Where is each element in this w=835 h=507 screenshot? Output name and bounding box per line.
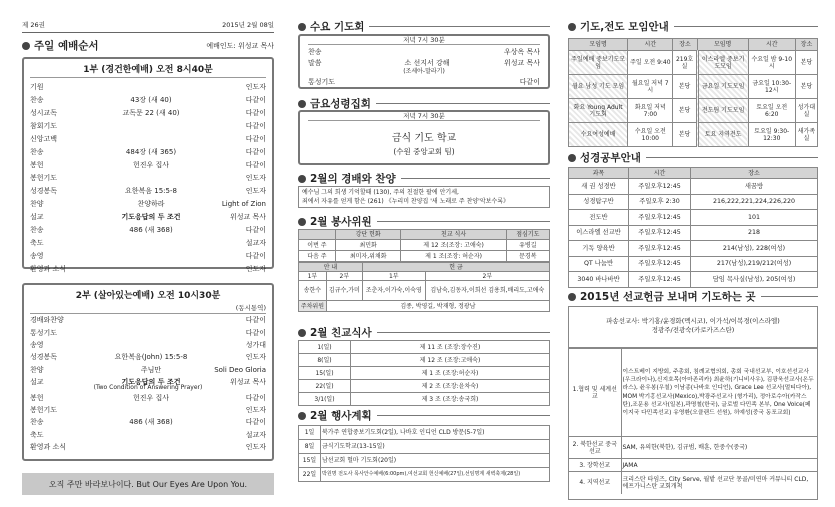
second-service-title: 2부 (살아있는예배) 오전 10시30분 xyxy=(75,291,221,301)
order-row: 봉헌기도 인도자 xyxy=(30,405,266,414)
wed-heading: 수요 기도회 xyxy=(298,19,550,34)
wed-time: 저녁 7시 30분 xyxy=(308,37,540,45)
order-row: 축도 설교자 xyxy=(30,238,266,247)
order-row: 찬송 486 (새 368) 다같이 xyxy=(30,225,266,234)
order-row: 참회기도 다같이 xyxy=(30,121,266,130)
bullet-icon xyxy=(568,293,576,301)
bullet-icon xyxy=(22,42,30,50)
order-row: 찬양 찬양하라 Light of Zion xyxy=(30,199,266,208)
order-row: 기원 인도자 xyxy=(30,82,266,91)
order-row: 봉헌기도 인도자 xyxy=(30,173,266,182)
order-row: 성경봉독 요한복음(John) 15:5-8 인도자 xyxy=(30,353,266,362)
issue-date: 2015년 2월 08일 xyxy=(222,21,274,29)
table-row: 월요 남성 기도 모임 월요일 저녁 7시 본당 금요일 기도모임 금요일 10:30-12시 본당 xyxy=(569,75,818,99)
second-service-order xyxy=(30,314,266,453)
order-row: 찬양 주님만 Soli Deo Gloria xyxy=(30,365,266,374)
order-row: 경배와찬양 다같이 xyxy=(30,316,266,325)
motto-banner: 오직 주만 바라보나이다. But Our Eyes Are Upon You. xyxy=(22,473,274,495)
bullet-icon xyxy=(568,23,576,31)
mission-table xyxy=(569,348,817,494)
table-row: 전도반 주일오후12:45 101 xyxy=(569,210,818,226)
fri-sub: (수원 중앙교회 팀) xyxy=(393,147,455,156)
service-table: 강단 헌화 친교 식사 점심기도 이번 주 최민화 제 12 조(조장: 고애숙) 유병길 다음 주 최미자,위채화 제 1 조(조장: 허순자) 문경복 xyxy=(298,229,550,262)
table-row: 8일 금식기도학교(13-15일) xyxy=(299,440,550,454)
table-row: 성경탐구반 주일오후 2:30 216,222,221,224,226,220 xyxy=(569,194,818,210)
table-row: 송한수 김규수,가미 조춘자,이가숙,이숙영 김남숙,김동자,이희선 김용희,배리도,고애숙 xyxy=(299,281,550,301)
bible-heading: 성경공부안내 xyxy=(568,150,818,165)
wed-sub: (조세아-말라기) xyxy=(403,68,445,76)
issue-line xyxy=(22,20,274,33)
table-row: 22(일) 제 2 조 (조장:윤차숙) xyxy=(299,380,550,393)
table-row: 3040 바나바반 주일오후12:45 담임 목사실(남성), 205(여성) xyxy=(569,272,818,288)
order-row: 환영과 소식 인도자 xyxy=(30,264,266,273)
bullet-icon xyxy=(298,412,306,420)
worship-heading: 주일 예배순서 예배인도: 위성교 목사 xyxy=(22,38,274,53)
interpretation-note: (동시통역) xyxy=(30,303,266,314)
table-row: 3/1(일) 제 3 조 (조장:송국희) xyxy=(299,393,550,406)
order-row: 봉헌 헌진우 집사 다같이 xyxy=(30,160,266,169)
first-service-title: 1부 (경건한예배) 오전 8시40분 xyxy=(30,62,266,78)
table-row: 이번 주 최민화 제 12 조(조장: 고애숙) 유병길 xyxy=(299,240,550,251)
praise-line-2: 죄에서 자유를 얻게 함은 (261) 《누리미 찬양집 '새 노래로 주 찬양'악보수록》 xyxy=(302,198,509,205)
bullet-icon xyxy=(298,100,306,108)
order-row: 설교 기도응답의 두 조건 위성교 목사 xyxy=(30,212,266,221)
issue-number: 제 26권 xyxy=(22,21,45,29)
table-row: 22일 박원명 전도사 목사안수예배(6:00pm),여선교회 헌신예배(27일),선임명계 새벽축제(28일) xyxy=(299,468,550,482)
events-heading: 2월 행사계획 xyxy=(298,408,550,423)
praise-heading: 2월의 경배와 찬양 xyxy=(298,171,550,186)
order-row: 성시교독 교독문 22 (새 40) 다같이 xyxy=(30,108,266,117)
fri-title: 금식 기도 학교 xyxy=(391,133,457,144)
bible-table: 과목 시간 장소 새 권 성경반 주일오후12:45 새꿈방 성경탐구반 주일오후 2:30 216,222,221,224,226,220 전도반 주일오후12:45 101 이스라엘 선교반 주일오후12:45 218 기독 양육반 주일오후12:45 214(남성), 228(여성) QT 나눔반 주일오후12:45 217(남성),219/212(여성) 3040 바나바반 주일오후12:45 담임 목사실(남성), 205(여성) xyxy=(568,167,818,288)
bullet-icon xyxy=(298,218,306,226)
table-row: 주차위원 김종, 박영길, 박재형, 정광남 xyxy=(299,301,550,312)
second-service-box xyxy=(22,283,274,461)
wed-row: 말씀 소 선지서 강해 위성교 목사 xyxy=(308,59,540,68)
table-row: 기독 양육반 주일오후12:45 214(남성), 228(여성) xyxy=(569,241,818,257)
order-row: 송영 성가대 xyxy=(30,340,266,349)
table-row: 새 권 성경반 주일오후12:45 새꿈방 xyxy=(569,179,818,195)
order-row: 축도 설교자 xyxy=(30,430,266,439)
fellowship-heading: 2월 친교식사 xyxy=(298,325,550,340)
table-row: 4. 지역선교 크리스탄 타임즈, City Serve, 월밭 선교단 몽골/미연마 커뮤니티 CLD, 에프가니스탄 교회개척 xyxy=(569,472,817,494)
bullet-icon xyxy=(298,23,306,31)
table-row: 화요 Young Adult 기도회 화요일 저녁7:00 본당 전도팀 기도모임 토요일 오전 6:20 성가대실 xyxy=(569,99,818,123)
order-row: 찬송 43장 (새 40) 다같이 xyxy=(30,95,266,104)
fri-time: 저녁 7시 30분 xyxy=(308,113,540,121)
mission-intro: 파송선교사: 박기홍/윤경화(멕시코), 이가석/이복경(이스라엘) 정광주/전광숙(카로카즈스탄) xyxy=(569,307,817,348)
order-row: 환영과 소식 인도자 xyxy=(30,443,266,452)
table-row: 15(일) 제 1 조 (조장:허순자) xyxy=(299,367,550,380)
mission-box xyxy=(568,306,818,500)
table-row: 8(일) 제 12 조 (조장:고애숙) xyxy=(299,354,550,367)
order-row: 찬송 486 (새 368) 다같이 xyxy=(30,418,266,427)
column-middle xyxy=(298,0,550,507)
wed-row: 통성기도 다같이 xyxy=(308,77,540,86)
table-row: 3. 장학선교 JAMA xyxy=(569,459,817,472)
mission-heading: 2015년 선교헌금 보내며 기도하는 곳 xyxy=(568,289,818,304)
table-row: 이스라엘 선교반 주일오후12:45 218 xyxy=(569,225,818,241)
bullet-icon xyxy=(298,175,306,183)
sermon-english-title: (Two Condition of Answering Prayer) xyxy=(93,384,203,392)
praise-line-1: 예수님 그의 희생 기억할때 (130), 주의 친절한 팔에 안기세, xyxy=(302,189,459,196)
fri-box xyxy=(298,110,550,165)
table-row: 1.협력 및 세계선교 이스트베이 지방회, 주총회, 침례교협의회, 총회 국내선교부, 이호선선교사(우크라이나),신지호목(아마존리카) 최윤하(기니비사우), 김광욱선교사(온두라스), 윤우봉(우칠) 이남종(나바호 인디언), Grace Lee 선교사(멀티다아), MOM 박기홍선교사(Mexico),박광주선교사 (형가리), 정아로수아(카작스탄),조문용 선교사(일본),곽명철(한국), 글로벌 다민족 본부, One Voice(페이지국 다민족선교) 유영환(오클랜드 선원), 허예성(중국 동포교회) xyxy=(569,349,817,437)
table-row: 다음 주 최미자,위채화 제 1 조(조장: 허순자) 문경복 xyxy=(299,251,550,262)
prayer-meet-heading: 기도,전도 모임안내 xyxy=(568,19,818,34)
wed-box xyxy=(298,34,550,89)
column-left xyxy=(22,0,274,507)
praise-box xyxy=(298,186,550,208)
service-heading: 2월 봉사위원 xyxy=(298,214,550,229)
first-service-order xyxy=(30,80,266,275)
bullet-icon xyxy=(298,329,306,337)
fri-heading: 금요성령집회 xyxy=(298,96,550,111)
table-row: 1일 북가주 연합중보기도회(2일), 나바호 인디언 CLD 방문(5-7일) xyxy=(299,426,550,440)
order-row: 설교 기도응답의 두 조건 위성교 목사 xyxy=(30,378,266,387)
events-table xyxy=(298,425,550,482)
table-row: 1(일) 제 11 조 (조장:장수진) xyxy=(299,341,550,354)
order-row: 신앙고백 다같이 xyxy=(30,134,266,143)
table-row: 수요여성예배 수요일 오전 10:00 본당 토요 지역전도 토요일 9:30-12:30 새가족실 xyxy=(569,123,818,147)
column-right xyxy=(568,0,818,507)
fellowship-table xyxy=(298,340,550,406)
order-row: 송영 다같이 xyxy=(30,251,266,260)
table-row: QT 나눔반 주일오후12:45 217(남성),219/212(여성) xyxy=(569,256,818,272)
wed-row: 찬송 우상옥 목사 xyxy=(308,47,540,56)
usher-table: 안 내 헌 금 1부 2부 1부 2부 송한수 김규수,가미 조춘자,이가숙,이숙영 김남숙,김동자,이희선 김용희,배리도,고애숙 주차위원 김종, 박영길, 박재형, 정광남 xyxy=(298,262,550,312)
preacher-label: 예배인도: 위성교 목사 xyxy=(206,41,274,50)
prayer-meet-table: 모임명 시간 장소 모임명 시간 장소 주일예배 중보기도모임 주일 오전 9:40 219호실 이스라엘 중보기도모임 수요일 밤 9-10시 본당 월요 남성 기도 모임 월요일 저녁 7시 본당 금요일 기도모임 금요일 10:30-12시 본당 화요 Young Adult 기도회 화요일 저녁7:00 본당 전도팀 기도모임 토요일 오전 6:20 성가대실 수요여성예배 수요일 오전 10:00 본당 토요 지역전도 토요일 9:30-12:30 새가족실 xyxy=(568,38,818,147)
bullet-icon xyxy=(568,154,576,162)
first-service-box xyxy=(22,57,274,273)
table-row: 2. 북한선교 중국선교 SAM, 유의한(북한), 김규범, 배훈, 한중수(중국) xyxy=(569,437,817,459)
order-row: 봉헌 헌진우 집사 다같이 xyxy=(30,393,266,402)
order-row: 통성기도 다같이 xyxy=(30,328,266,337)
table-row: 15일 남선교회 헐마 기도회(20일) xyxy=(299,454,550,468)
order-row: 성경봉독 요한복음 15:5-8 인도자 xyxy=(30,186,266,195)
order-row: 찬송 484장 (새 365) 다같이 xyxy=(30,147,266,156)
table-row: 주일예배 중보기도모임 주일 오전 9:40 219호실 이스라엘 중보기도모임 수요일 밤 9-10시 본당 xyxy=(569,51,818,75)
